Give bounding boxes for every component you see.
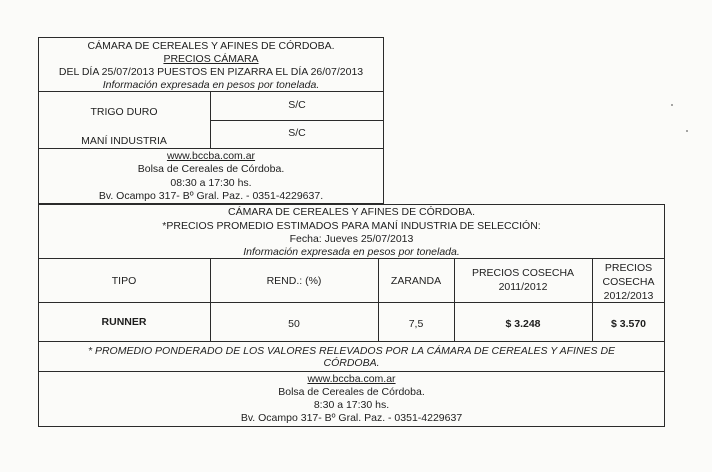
divider [38,371,665,372]
footnote-line2: CÓRDOBA. [323,357,380,369]
col-header-cosecha-2012: COSECHA [602,276,655,288]
divider [38,258,665,259]
divider [38,302,665,303]
price-mani-industria: S/C [288,127,306,139]
cell-rend: 50 [288,318,300,330]
col-header-zaranda: ZARANDA [390,275,442,287]
divider [38,148,384,149]
top-website-link[interactable]: www.bccba.com.ar [166,150,256,162]
col-header-tipo: TIPO [111,275,137,287]
product-mani-industria: MANÍ INDUSTRIA [81,135,167,147]
divider [210,120,384,121]
top-address: Bv. Ocampo 317- Bº Gral. Paz. - 0351-4229637. [98,190,324,202]
scan-speck [671,104,673,106]
product-trigo-duro: TRIGO DURO [90,106,158,118]
bottom-title: CÁMARA DE CEREALES Y AFINES DE CÓRDOBA. [227,206,476,218]
cell-tipo: RUNNER [101,316,147,328]
col-header-rend: REND.: (%) [266,275,322,287]
bottom-subtitle: *PRECIOS PROMEDIO ESTIMADOS PARA MANÍ INDUSTRIA DE SELECCIÓN: [162,220,541,232]
bottom-address: Bv. Ocampo 317- Bº Gral. Paz. - 0351-4229637 [240,412,463,424]
cell-precio-2011: $ 3.248 [505,318,541,330]
top-date-line: DEL DÍA 25/07/2013 PUESTOS EN PIZARRA EL DÍA 26/07/2013 [58,66,364,78]
col-header-precios-2011-year: 2011/2012 [498,281,548,293]
bottom-info: Información expresada en pesos por tonelada. [243,246,460,258]
top-info: Información expresada en pesos por tonelada. [102,79,320,91]
top-org-name: Bolsa de Cereales de Córdoba. [137,163,285,175]
divider [38,341,665,342]
top-hours: 08:30 a 17:30 hs. [170,177,252,189]
top-title: CÁMARA DE CEREALES Y AFINES DE CÓRDOBA. [87,40,335,52]
bottom-org-name: Bolsa de Cereales de Córdoba. [278,386,425,398]
top-subtitle: PRECIOS CÁMARA [163,53,259,65]
divider [38,91,384,92]
col-header-precios-2012: PRECIOS [604,262,653,274]
cell-zaranda: 7,5 [408,318,424,330]
col-header-precios-2012-year: 2012/2013 [603,290,654,302]
footnote-line1: * PROMEDIO PONDERADO DE LOS VALORES RELEVADOS POR LA CÁMARA DE CEREALES Y AFINES DE [87,345,616,357]
col-header-precios-2011: PRECIOS COSECHA [471,267,575,279]
price-trigo-duro: S/C [288,99,306,111]
cell-precio-2012: $ 3.570 [610,318,647,330]
bottom-website-link[interactable]: www.bccba.com.ar [307,373,396,385]
bottom-date-line: Fecha: Jueves 25/07/2013 [289,233,414,245]
scan-speck [686,130,688,132]
bottom-hours: 8:30 a 17:30 hs. [313,399,390,411]
